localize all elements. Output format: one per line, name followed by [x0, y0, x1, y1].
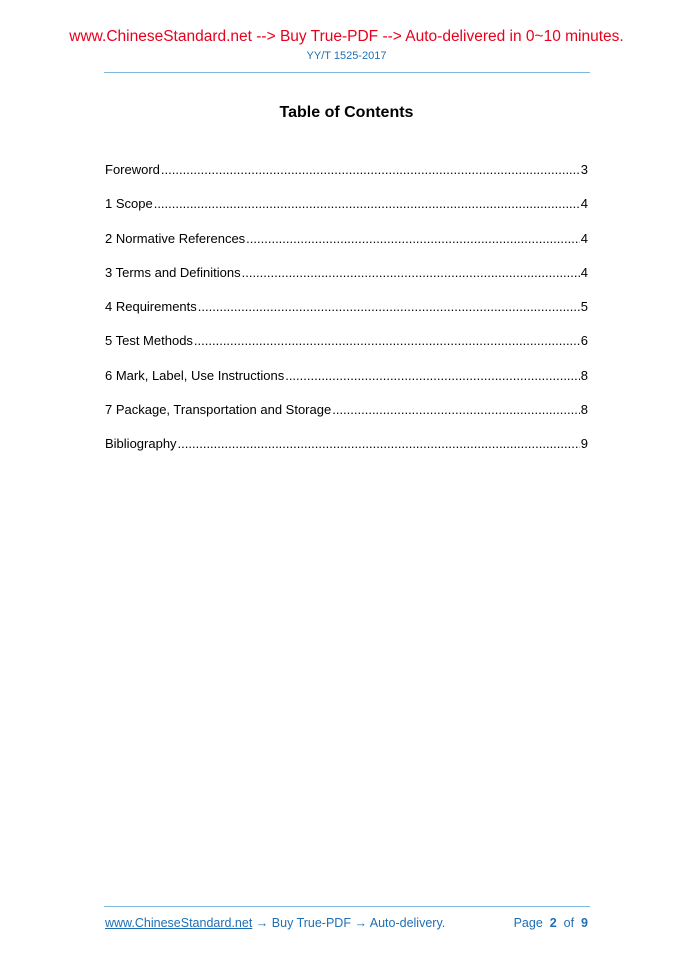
footer-divider — [104, 906, 590, 907]
toc-entry-page: 4 — [580, 196, 588, 212]
toc-dot-leader — [161, 162, 580, 178]
footer-buy-text: Buy True-PDF — [271, 916, 351, 930]
footer-delivery-text: Auto-delivery. — [369, 916, 446, 930]
toc-dot-leader — [285, 368, 580, 384]
toc-entry-page: 8 — [580, 402, 588, 418]
toc-entry-page: 4 — [580, 264, 588, 280]
page-label: Page — [513, 916, 543, 930]
top-banner[interactable]: www.ChineseStandard.net --> Buy True-PDF --> Auto-delivered in 0~10 minutes. — [69, 28, 624, 45]
toc-dot-leader — [178, 436, 580, 452]
toc-dot-leader — [194, 333, 580, 349]
toc-entry-page: 4 — [580, 230, 588, 246]
toc-entry-page: 8 — [580, 367, 588, 383]
toc-entry-page: 6 — [580, 333, 588, 349]
toc-entry-page: 9 — [580, 436, 588, 452]
total-pages: 9 — [581, 916, 588, 930]
toc-dot-leader — [198, 299, 580, 315]
toc-entry-label: Bibliography — [105, 436, 177, 452]
toc-entry-test-methods[interactable] — [105, 333, 588, 367]
toc-entry-label: Foreword — [105, 162, 160, 177]
right-arrow-icon: → — [354, 916, 367, 930]
document-code: YY/T 1525-2017 — [306, 50, 387, 62]
toc-entry-label: 3 Terms and Definitions — [105, 264, 241, 280]
toc-entry-foreword[interactable] — [105, 162, 588, 196]
right-arrow-icon: → — [255, 916, 269, 930]
toc-entry-requirements[interactable] — [105, 299, 588, 333]
toc-entry-label: 4 Requirements — [105, 299, 197, 315]
toc-entry-page: 5 — [580, 299, 588, 315]
toc-entry-terms-and-definitions[interactable] — [105, 265, 588, 299]
toc-entry-package-transportation-storage[interactable] — [105, 402, 588, 436]
toc-entry-scope[interactable] — [105, 196, 588, 230]
toc-entry-label: 1 Scope — [105, 196, 153, 212]
page-of-label: of — [563, 916, 575, 930]
header-divider — [104, 72, 590, 73]
toc-dot-leader — [242, 265, 580, 281]
toc-entry-page: 3 — [580, 162, 588, 177]
page-footer — [105, 916, 588, 930]
current-page: 2 — [549, 916, 557, 930]
toc-dot-leader — [246, 231, 580, 247]
page-number — [514, 916, 588, 930]
toc-title: Table of Contents — [279, 104, 414, 121]
toc-dot-leader — [332, 402, 580, 418]
toc-dot-leader — [154, 196, 580, 212]
toc-entry-label: 6 Mark, Label, Use Instructions — [105, 367, 285, 383]
toc-entry-label: 7 Package, Transportation and Storage — [105, 402, 332, 418]
toc-list — [105, 162, 588, 471]
toc-entry-label: 5 Test Methods — [105, 333, 193, 349]
toc-entry-mark-label-instructions[interactable] — [105, 368, 588, 402]
toc-entry-normative-references[interactable] — [105, 231, 588, 265]
toc-entry-bibliography[interactable] — [105, 436, 588, 470]
toc-entry-label: 2 Normative References — [105, 230, 246, 246]
footer-site-link[interactable]: www.ChineseStandard.net — [105, 916, 253, 930]
